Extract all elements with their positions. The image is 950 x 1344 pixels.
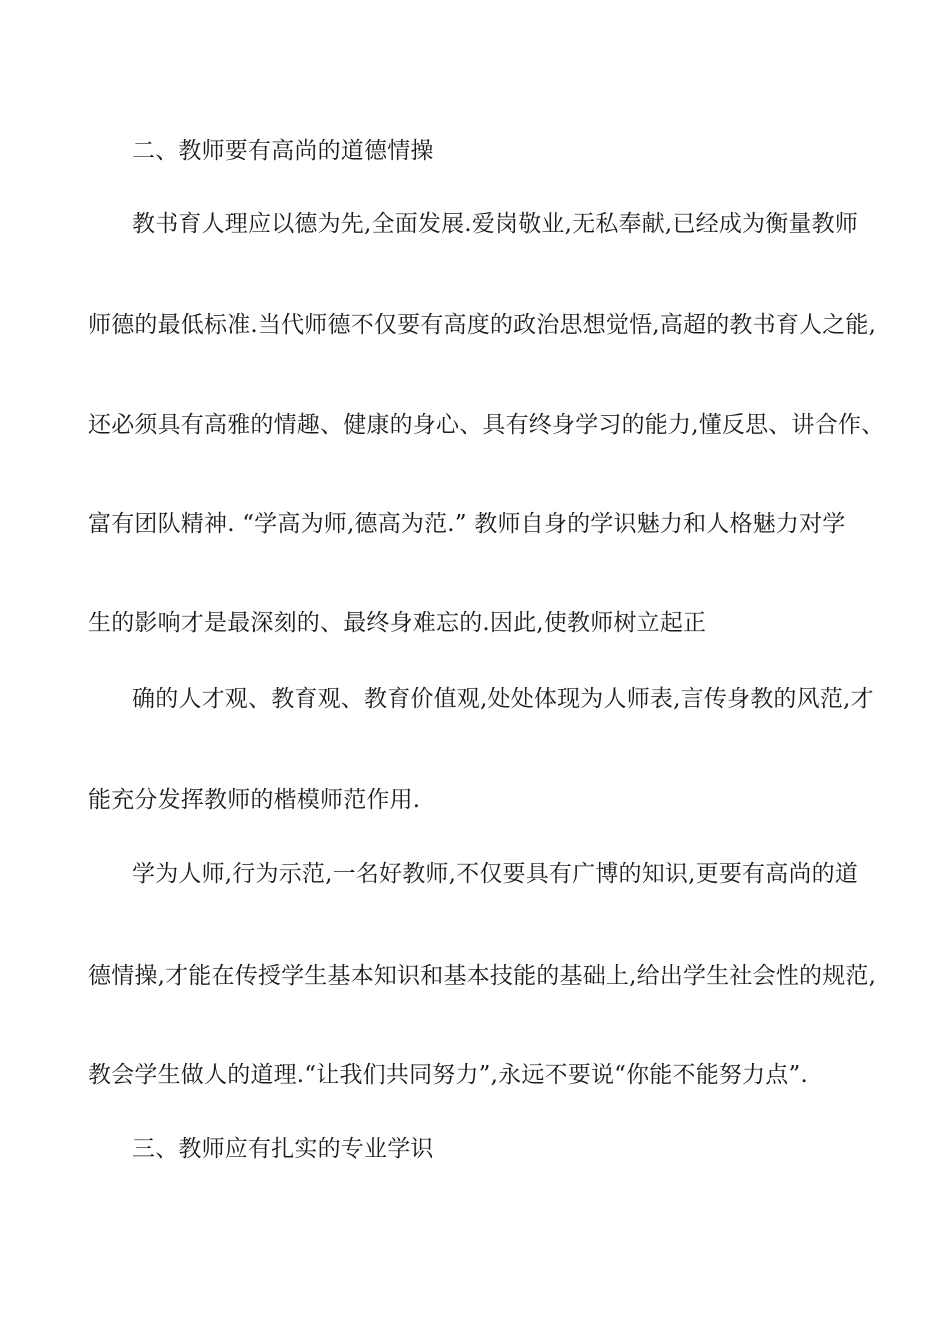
- paragraph-line: 德情操,才能在传授学生基本知识和基本技能的基础上,给出学生社会性的规范,: [88, 963, 877, 989]
- paragraph-line: 学为人师,行为示范,一名好教师,不仅要具有广博的知识,更要有高尚的道: [132, 861, 859, 887]
- paragraph-line: 还必须具有高雅的情趣、健康的身心、具有终身学习的能力,懂反思、讲合作、: [88, 412, 885, 438]
- paragraph-line: 生的影响才是最深刻的、最终身难忘的.因此,使教师树立起正: [88, 610, 707, 636]
- paragraph-line: 能充分发挥教师的楷模师范作用.: [88, 787, 421, 813]
- paragraph-line: 富有团队精神. “学高为师,德高为范.” 教师自身的学识魅力和人格魅力对学: [88, 511, 846, 537]
- section-heading-2: 二、教师要有高尚的道德情操: [132, 138, 434, 164]
- paragraph-line: 教书育人理应以德为先,全面发展.爱岗敬业,无私奉献,已经成为衡量教师: [132, 211, 859, 237]
- paragraph-line: 确的人才观、教育观、教育价值观,处处体现为人师表,言传身教的风范,才: [132, 686, 874, 712]
- section-heading-3: 三、教师应有扎实的专业学识: [132, 1136, 434, 1162]
- paragraph-line: 师德的最低标准.当代师德不仅要有高度的政治思想觉悟,高超的教书育人之能,: [88, 312, 877, 338]
- paragraph-line: 教会学生做人的道理.“让我们共同努力”,永远不要说“你能不能努力点”.: [88, 1062, 808, 1088]
